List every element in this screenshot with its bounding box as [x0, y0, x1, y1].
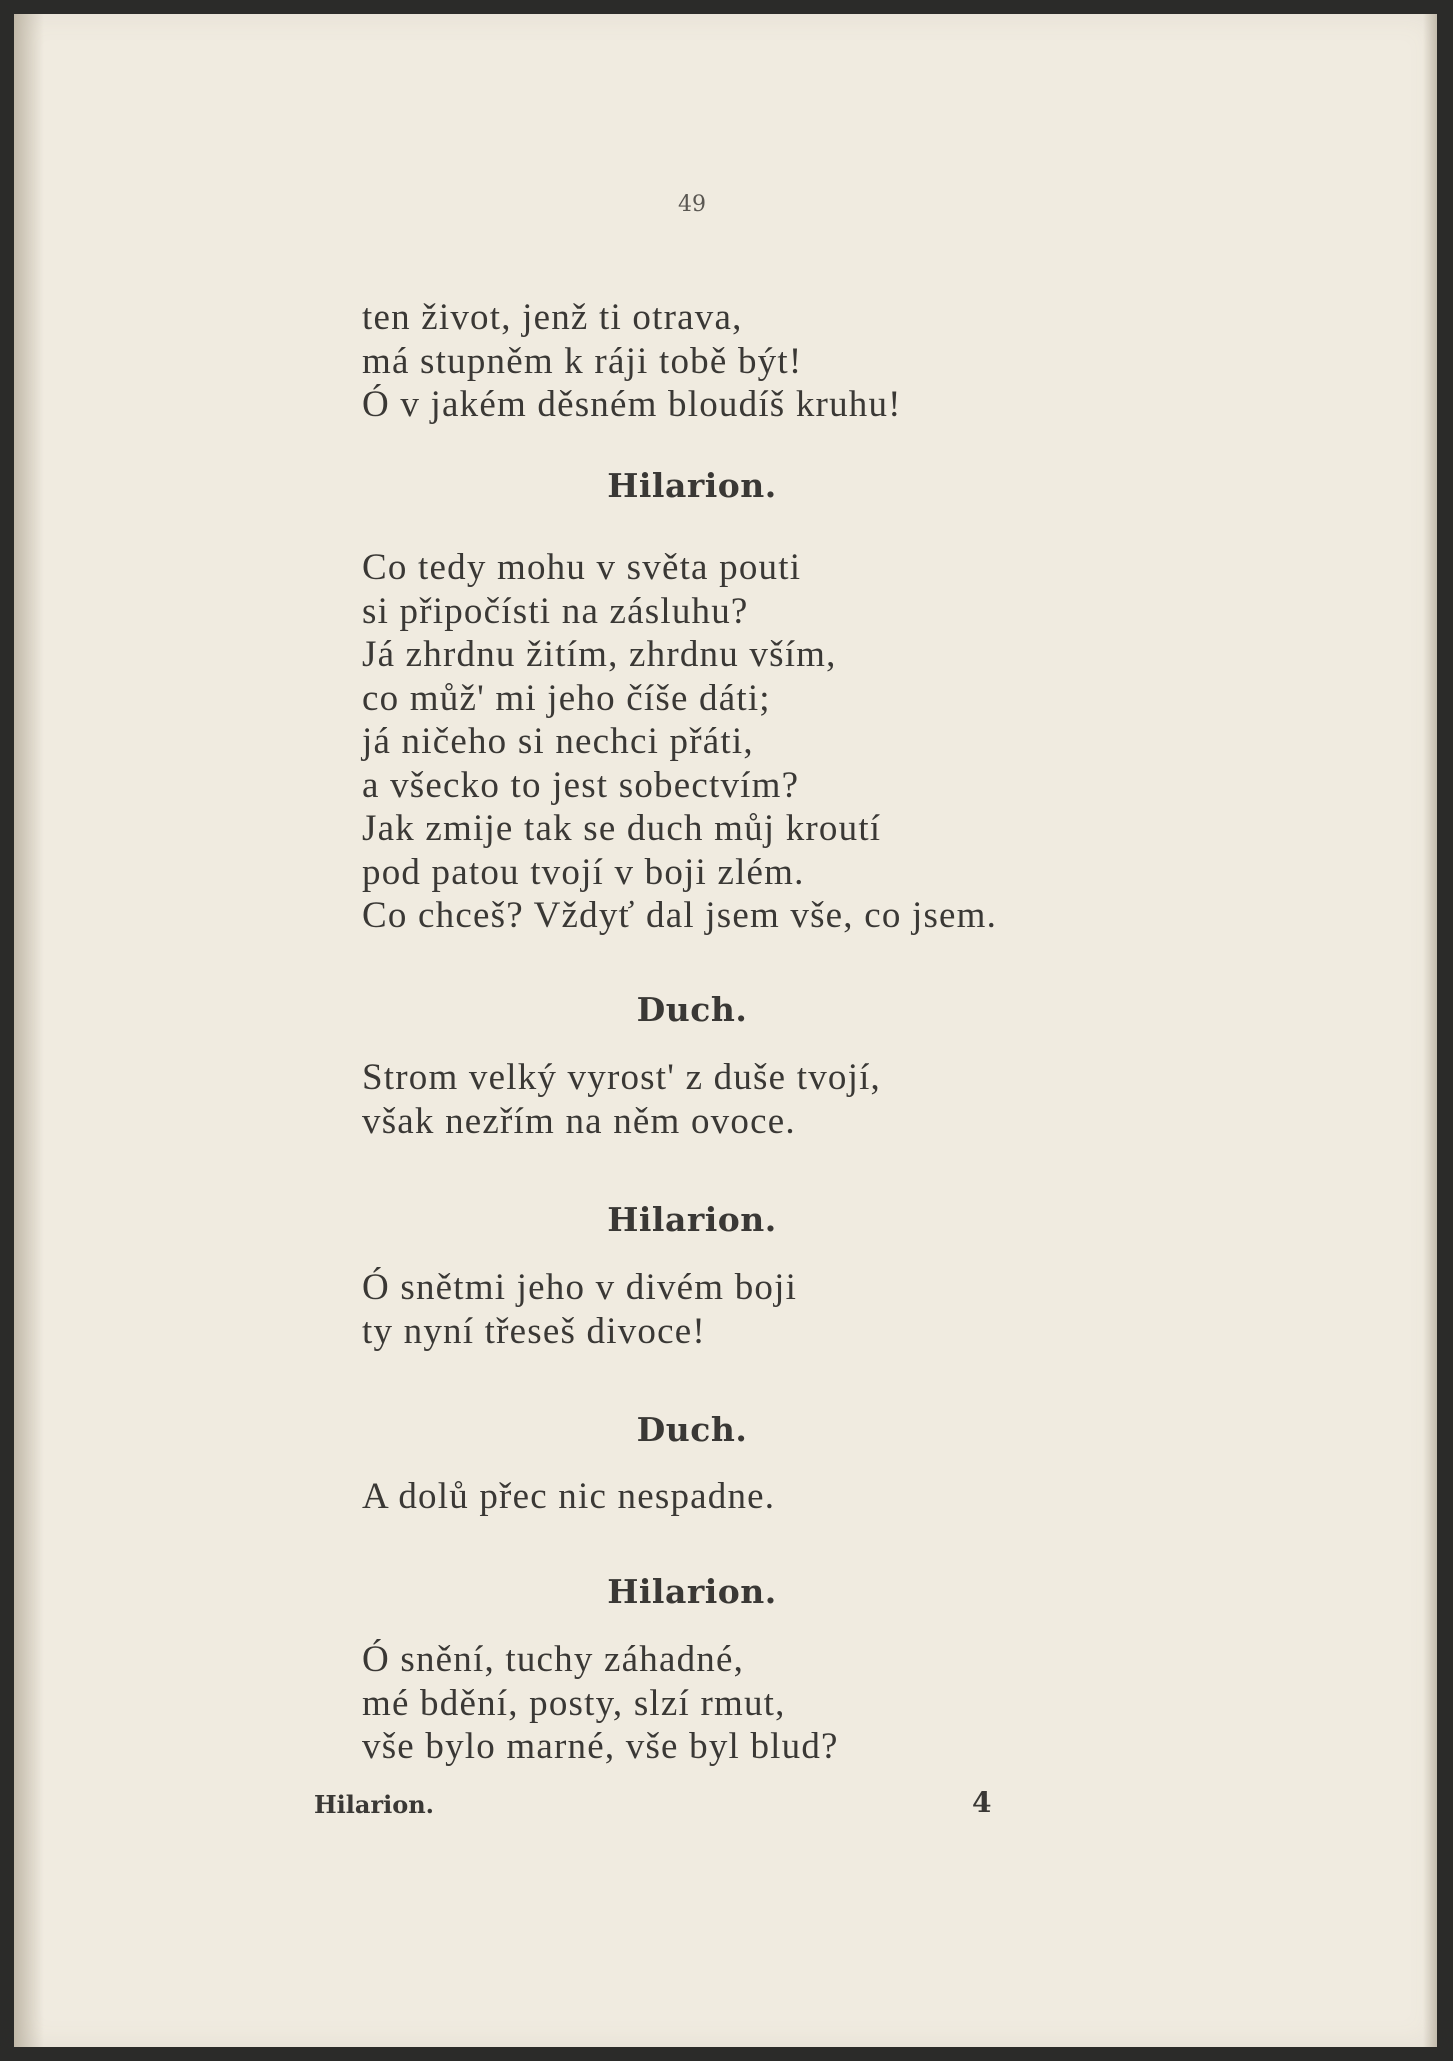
speaker-name: Duch.: [636, 990, 748, 1029]
verse-line: Co tedy mohu v světa pouti: [362, 547, 802, 588]
speaker-name: Hilarion.: [607, 466, 777, 505]
verse-line: má stupněm k ráji tobě být!: [362, 340, 803, 382]
stanza-3: [362, 1266, 797, 1353]
stanza-0: [362, 296, 902, 427]
verse-line: já ničeho si nechci přáti,: [362, 721, 754, 762]
verse-line: a všecko to jest sobectvím?: [362, 764, 800, 806]
verse-line: co můž' mi jeho číše dáti;: [362, 677, 771, 719]
binding-shadow: [14, 14, 44, 2047]
verse-line: vše bylo marné, vše byl blud?: [362, 1726, 839, 1767]
verse-line: pod patou tvojí v boji zlém.: [362, 851, 805, 893]
footer-signature-mark: 4: [972, 1786, 992, 1819]
page-number: 49: [678, 192, 706, 217]
book-page: [14, 14, 1437, 2047]
speaker-name: Hilarion.: [607, 1572, 777, 1611]
verse-line: Strom velký vyrost' z duše tvojí,: [362, 1057, 882, 1098]
verse-line: A dolů přec nic nespadne.: [362, 1476, 776, 1517]
speaker-name: Hilarion.: [607, 1200, 777, 1239]
verse-line: ty nyní třeseš divoce!: [362, 1310, 706, 1352]
verse-line: si připočísti na zásluhu?: [362, 590, 749, 632]
verse-line: ten život, jenž ti otrava,: [362, 297, 743, 338]
footer-book-title: Hilarion.: [314, 1790, 435, 1819]
stanza-4: [362, 1475, 775, 1519]
verse-line: mé bdění, posty, slzí rmut,: [362, 1682, 786, 1724]
verse-line: však nezřím na něm ovoce.: [362, 1100, 796, 1142]
verse-line: Jak zmije tak se duch můj kroutí: [362, 808, 882, 849]
page-edge-shadow: [1423, 14, 1437, 2047]
verse-line: Ó snětmi jeho v divém boji: [362, 1267, 798, 1308]
stanza-1: [362, 546, 997, 938]
verse-line: Co chceš? Vždyť dal jsem vše, co jsem.: [362, 895, 998, 936]
stanza-5: [362, 1638, 839, 1769]
speaker-name: Duch.: [636, 1410, 748, 1449]
verse-line: Ó snění, tuchy záhadné,: [362, 1639, 745, 1680]
stanza-2: [362, 1056, 881, 1143]
verse-line: Ó v jakém děsném bloudíš kruhu!: [362, 384, 902, 425]
verse-line: Já zhrdnu žitím, zhrdnu vším,: [362, 634, 837, 675]
